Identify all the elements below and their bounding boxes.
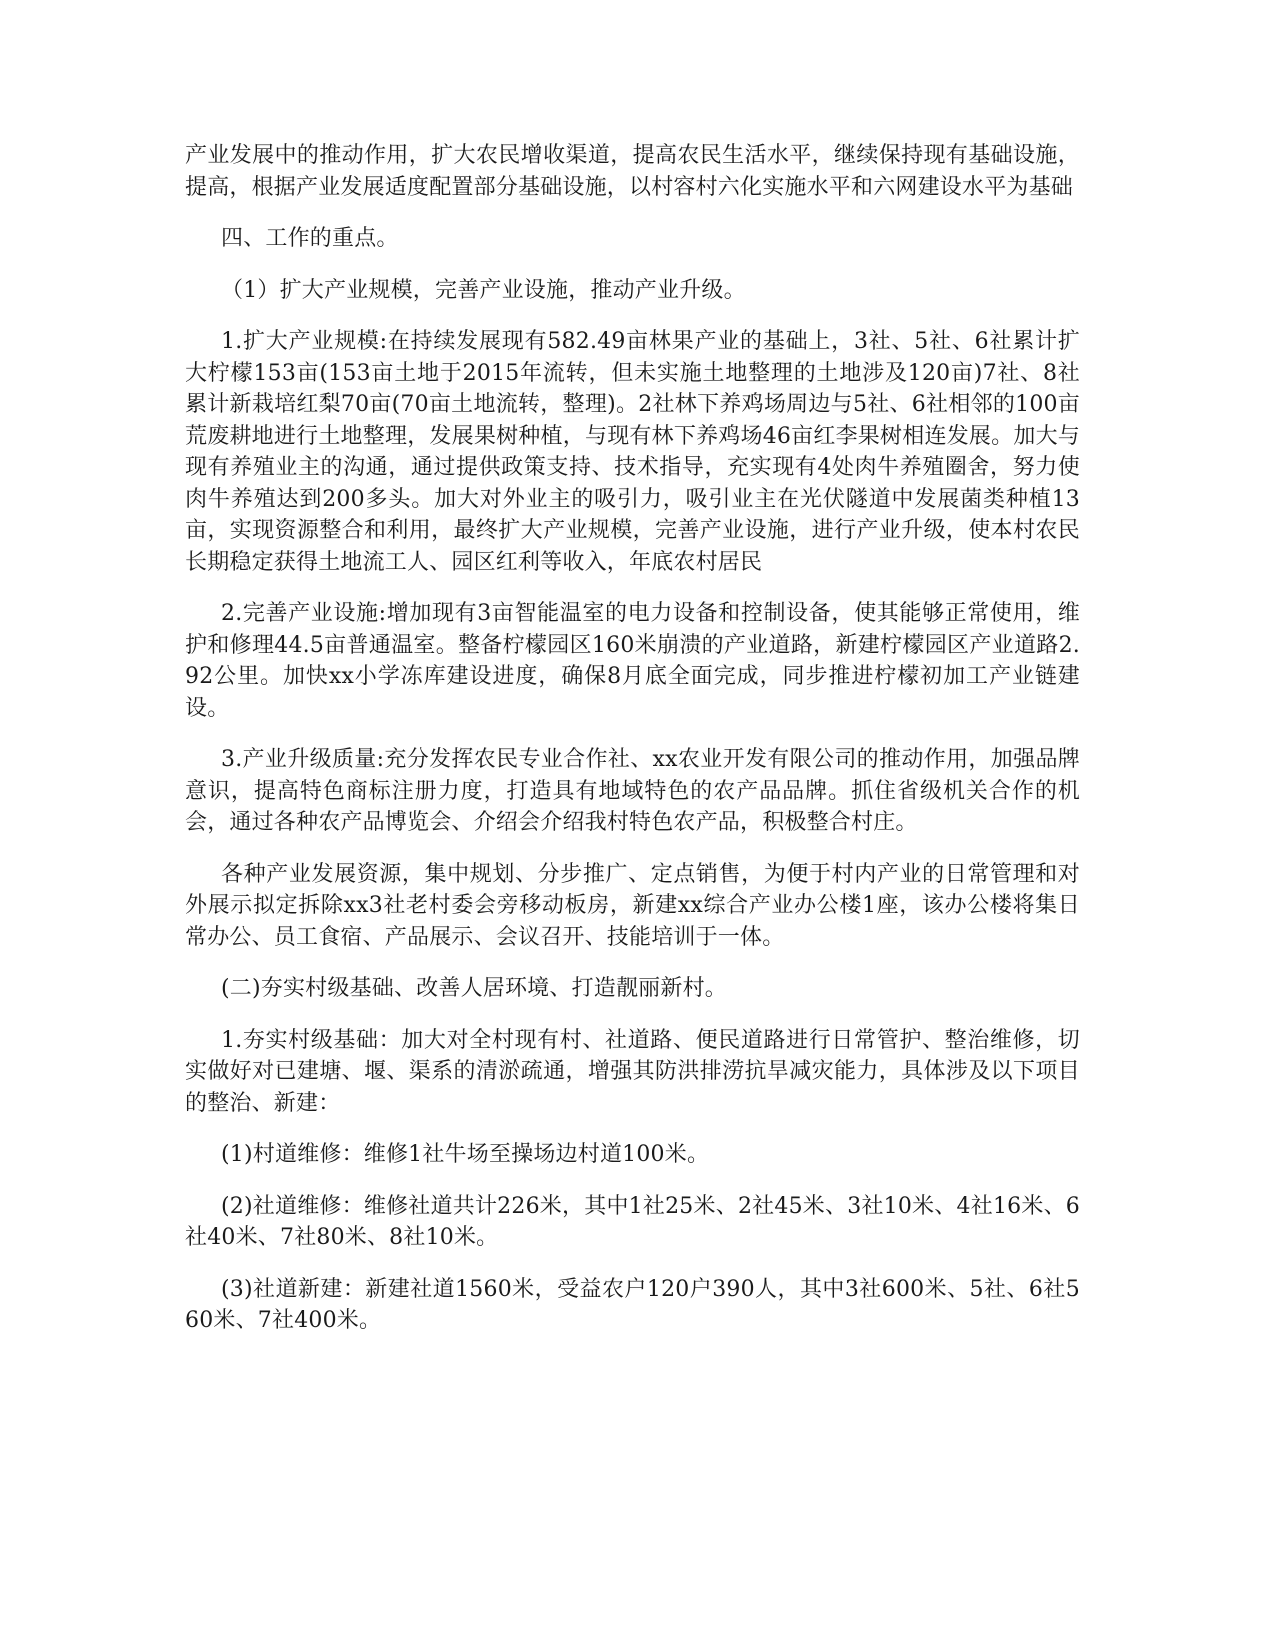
paragraph-expand-scale: 1.扩大产业规模:在持续发展现有582.49亩林果产业的基础上，3社、5社、6社累计扩大柠檬153亩(153亩土地于2015年流转，但未实施土地整理的土地涉及120亩)7社、8社累计新栽培红梨70亩(70亩土地流转，整理)。2社林下养鸡场周边与5社、6社相邻的100亩荒废耕地进行土地整理，发展果树种植，与现有林下养鸡场46亩红李果树相连发展。加大与现有养殖业主的沟通，通过提供政策支持、技术指导，充实现有4处肉牛养殖圈舍，努力使肉牛养殖达到200多头。加大对外业主的吸引力，吸引业主在光伏隧道中发展菌类种植13亩，实现资源整合和利用，最终扩大产业规模，完善产业设施，进行产业升级，使本村农民长期稳定获得土地流工人、园区红利等收入，年底农村居民 [185, 329, 1080, 575]
list-item-community-road-repair: (2)社道维修：维修社道共计226米，其中1社25米、2社45米、3社10米、4社16米、6社40米、7社80米、8社10米。 [185, 1193, 1080, 1250]
section-heading-4: 四、工作的重点。 [221, 226, 399, 251]
list-item-village-road-repair: (1)村道维修：维修1社牛场至操场边村道100米。 [221, 1142, 710, 1167]
paragraph-improve-facilities: 2.完善产业设施:增加现有3亩智能温室的电力设备和控制设备，使其能够正常使用，维护和修理44.5亩普通温室。整备柠檬园区160米崩溃的产业道路，新建柠檬园区产业道路2.92公里。加快xx小学冻库建设进度，确保8月底全面完成，同步推进柠檬初加工产业链建设。 [185, 601, 1080, 721]
list-item-community-road-new: (3)社道新建：新建社道1560米，受益农户120户390人，其中3社600米、5社、6社560米、7社400米。 [185, 1276, 1080, 1333]
document-page [185, 140, 1080, 1357]
subsection-heading-2: (二)夯实村级基础、改善人居环境、打造靓丽新村。 [221, 976, 727, 1001]
paragraph-intro: 产业发展中的推动作用，扩大农民增收渠道，提高农民生活水平，继续保持现有基础设施，提高，根据产业发展适度配置部分基础设施，以村容村六化实施水平和六网建设水平为基础 [185, 143, 1080, 200]
paragraph-village-foundation: 1.夯实村级基础：加大对全村现有村、社道路、便民道路进行日常管护、整治维修，切实做好对已建塘、堰、渠系的清淤疏通，增强其防洪排涝抗旱减灾能力，具体涉及以下项目的整治、新建： [185, 1027, 1080, 1116]
subsection-heading-1: （1）扩大产业规模，完善产业设施，推动产业升级。 [221, 277, 746, 303]
paragraph-upgrade-quality: 3.产业升级质量:充分发挥农民专业合作社、xx农业开发有限公司的推动作用，加强品牌意识，提高特色商标注册力度，打造具有地域特色的农产品品牌。抓住省级机关合作的机会，通过各种农产品博览会、介绍会介绍我村特色农产品，积极整合村庄。 [185, 747, 1080, 835]
paragraph-resources: 各种产业发展资源，集中规划、分步推广、定点销售，为便于村内产业的日常管理和对外展示拟定拆除xx3社老村委会旁移动板房，新建xx综合产业办公楼1座，该办公楼将集日常办公、员工食宿、产品展示、会议召开、技能培训于一体。 [185, 861, 1080, 950]
